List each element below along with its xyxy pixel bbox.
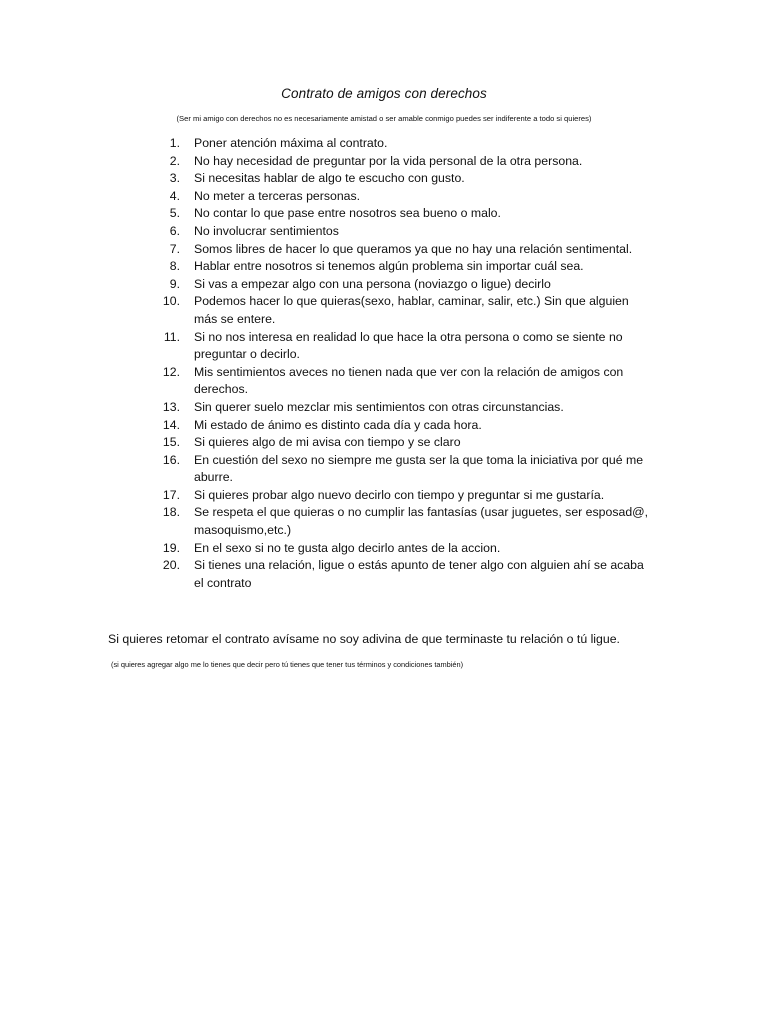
rule-text: [194, 223, 670, 241]
rule-text: [194, 258, 670, 276]
rule-number: 12.: [162, 364, 180, 379]
rule-number: 9.: [169, 276, 180, 291]
rule-text: [194, 452, 670, 487]
rule-text-line: Mi estado de ánimo es distinto cada día y cada hora.: [194, 417, 482, 432]
rule-number: 1.: [169, 136, 180, 150]
rule-item: [150, 487, 670, 505]
rule-number: 18.: [162, 505, 180, 520]
rule-item: [150, 188, 670, 206]
rule-text-line: No contar lo que pase entre nosotros sea bueno o malo.: [194, 206, 501, 221]
rule-text-line: Poner atención máxima al contrato.: [194, 136, 388, 150]
rule-text-line: Si quieres probar algo nuevo decirlo con tiempo y preguntar si me gustaría.: [194, 487, 605, 502]
rule-text-line: masoquismo,etc.): [194, 523, 292, 538]
rule-text-line: Si vas a empezar algo con una persona (noviazgo o ligue) decirlo: [194, 276, 551, 291]
rule-number: 6.: [169, 223, 180, 238]
rule-number: 10.: [162, 294, 180, 309]
rule-text-line: Sin querer suelo mezclar mis sentimientos con otras circunstancias.: [194, 399, 564, 414]
rule-item: [150, 241, 670, 259]
rule-text: [194, 170, 670, 188]
rule-text-line: En el sexo si no te gusta algo decirlo antes de la accion.: [194, 540, 501, 555]
rule-text-line: más se entere.: [194, 311, 276, 326]
rule-text: [194, 135, 670, 153]
rule-item: [150, 540, 670, 558]
rule-item: [150, 452, 670, 487]
rule-number: 4.: [169, 188, 180, 203]
rule-text: [194, 487, 670, 505]
rule-item: [150, 329, 670, 364]
rule-number: 19.: [162, 540, 180, 555]
rule-text: [194, 276, 670, 294]
rule-text-line: Se respeta el que quieras o no cumplir las fantasías (usar juguetes, ser esposad@,: [194, 505, 649, 520]
rule-item: [150, 504, 670, 539]
rule-item: [150, 276, 670, 294]
rule-number: 8.: [169, 259, 180, 274]
rule-text-line: preguntar o decirlo.: [194, 347, 300, 362]
rule-text: [194, 399, 670, 417]
rule-number: 7.: [169, 241, 180, 256]
rule-item: [150, 135, 670, 153]
rules-list: [150, 135, 670, 592]
rule-item: [150, 205, 670, 223]
rule-text-line: No involucrar sentimientos: [194, 223, 339, 238]
rule-item: [150, 258, 670, 276]
rule-text-line: Si necesitas hablar de algo te escucho con gusto.: [194, 171, 465, 186]
rule-number: 20.: [162, 558, 180, 573]
rule-number: 2.: [169, 153, 180, 168]
closing-note: (si quieres agregar algo me lo tienes que decir pero tú tienes que tener tus términos y condiciones también): [111, 660, 464, 669]
rule-number: 13.: [162, 399, 180, 414]
rule-item: [150, 434, 670, 452]
rule-number: 11.: [163, 329, 180, 344]
rule-text: [194, 329, 670, 364]
rule-item: [150, 223, 670, 241]
rule-number: 17.: [162, 487, 180, 502]
closing-paragraph: Si quieres retomar el contrato avísame no soy adivina de que terminaste tu relación o tú ligue.: [108, 632, 620, 646]
rule-text-line: No hay necesidad de preguntar por la vida personal de la otra persona.: [194, 153, 583, 168]
rule-number: 5.: [169, 206, 180, 221]
rule-text: [194, 504, 670, 539]
rule-text-line: Si tienes una relación, ligue o estás apunto de tener algo con alguien ahí se acaba: [194, 558, 644, 573]
rule-number: 15.: [162, 435, 180, 450]
rule-text: [194, 434, 670, 452]
rule-text: [194, 153, 670, 171]
rule-text: [194, 205, 670, 223]
rule-text: [194, 364, 670, 399]
rule-item: [150, 293, 670, 328]
rule-text-line: aburre.: [194, 470, 233, 485]
rule-text-line: Si no nos interesa en realidad lo que hace la otra persona o como se siente no: [194, 329, 623, 344]
rule-item: [150, 417, 670, 435]
document-subtitle: (Ser mi amigo con derechos no es necesariamente amistad o ser amable conmigo puedes ser indiferente a todo si quieres): [176, 114, 592, 123]
rule-item: [150, 153, 670, 171]
rule-number: 16.: [162, 452, 180, 467]
rule-text-line: Podemos hacer lo que quieras(sexo, hablar, caminar, salir, etc.) Sin que alguien: [194, 294, 629, 309]
rule-text-line: Somos libres de hacer lo que queramos ya que no hay una relación sentimental.: [194, 241, 633, 256]
rule-text: [194, 241, 670, 259]
rule-text-line: Mis sentimientos aveces no tienen nada que ver con la relación de amigos con: [194, 364, 624, 379]
rule-text-line: No meter a terceras personas.: [194, 188, 361, 203]
rule-item: [150, 170, 670, 188]
rule-text: [194, 188, 670, 206]
rule-number: 14.: [162, 417, 180, 432]
rule-text-line: derechos.: [194, 382, 249, 397]
rule-text: [194, 417, 670, 435]
rule-item: [150, 399, 670, 417]
rule-item: [150, 557, 670, 592]
rule-number: 3.: [169, 171, 180, 186]
rule-text: [194, 557, 670, 592]
rule-text-line: En cuestión del sexo no siempre me gusta ser la que toma la iniciativa por qué me: [194, 452, 644, 467]
rule-text: [194, 540, 670, 558]
document-title: Contrato de amigos con derechos: [281, 86, 487, 101]
rule-text: [194, 293, 670, 328]
rule-text-line: Si quieres algo de mi avisa con tiempo y se claro: [194, 435, 461, 450]
rule-text-line: el contrato: [194, 575, 252, 590]
rule-item: [150, 364, 670, 399]
rule-text-line: Hablar entre nosotros si tenemos algún problema sin importar cuál sea.: [194, 259, 584, 274]
